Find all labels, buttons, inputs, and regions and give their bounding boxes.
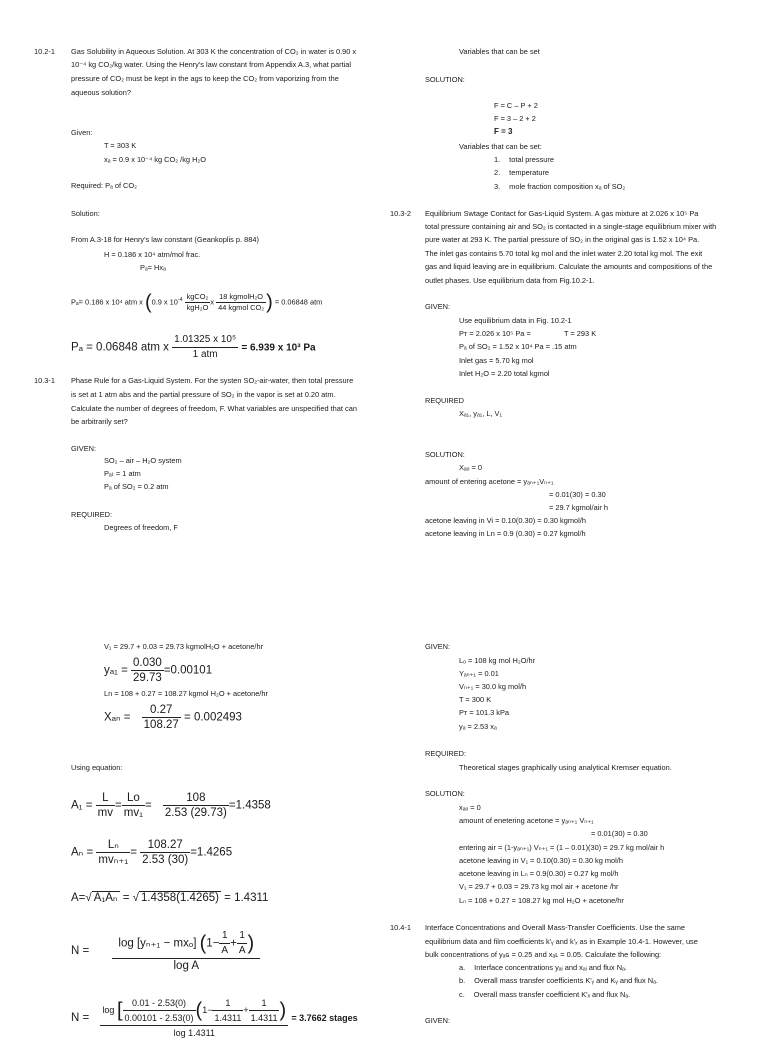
problem-statement-line: pressure of CO₂ must be kept in the ags to keep the CO₂ from vaporizing from the xyxy=(71,74,339,83)
equation-lhs: Xₐₙ = xyxy=(104,711,131,724)
problem-number: 10.3-1 xyxy=(34,376,55,385)
fraction-denominator: kgH₂O xyxy=(186,303,209,312)
equation-lhs: Pₐ = 0.06848 atm x xyxy=(71,341,169,354)
equation-lhs: A₁ = xyxy=(71,799,93,812)
ya1-equation xyxy=(104,656,212,685)
list-item xyxy=(494,168,549,178)
fraction-numerator: 0.01 - 2.53(0) xyxy=(123,996,196,1011)
problem-statement-line: outlet phases. Use equilibrium data from Fig.10.2-1. xyxy=(425,276,595,285)
list-number: 2. xyxy=(494,168,501,177)
problem-statement-line: The inlet gas contains 5.70 total kg mol and the inlet water 2.20 total kg mol. The exit xyxy=(425,249,703,258)
problem-statement-line: bulk concentrations of yₐɢ = 0.25 and xₐʟ = 0.05. Calculate the following: xyxy=(425,950,662,959)
given-heading: Given: xyxy=(71,128,93,137)
solution-line: xₐₒ = 0 xyxy=(459,803,481,812)
phase-rule-result: F = 3 xyxy=(494,127,513,136)
paren-close: ) xyxy=(247,932,255,955)
problem-number: 10.2-1 xyxy=(34,47,55,56)
solution-line: acetone leaving in V₁ = 0.10(0.30) = 0.30 kg mol/h xyxy=(459,856,623,865)
problem-statement-line: total pressure containing air and SO₂ is contacted in a single-stage equilibrium mixer with xyxy=(425,222,717,231)
required-item: Theoretical stages graphically using analytical Kremser equation. xyxy=(459,763,672,772)
phase-rule-equation: F = 3 – 2 + 2 xyxy=(494,114,536,123)
equation-result: = 0.002493 xyxy=(184,711,242,724)
paren-open: ( xyxy=(144,291,152,314)
solution-line: = 29.7 kgmol/air h xyxy=(549,503,608,512)
problem-statement-line: gas and liquid leaving are in equilibrium. Calculate the amounts and compositions of the xyxy=(425,262,713,271)
xan-equation xyxy=(104,703,242,732)
solution-heading: SOLUTION: xyxy=(425,450,465,459)
bracket-open: [ xyxy=(116,999,123,1022)
pressure-conversion-equation xyxy=(71,333,316,362)
required-heading: REQUIRED: xyxy=(71,510,113,519)
list-item xyxy=(459,963,627,973)
given-item: Lₒ = 108 kg mol H₂O/hr xyxy=(459,656,536,665)
problem-statement-line: 10⁻⁴ kg CO₂/kg water. Using the Henry's law constant from Appendix A.3, what partial xyxy=(71,60,352,69)
list-letter: c. xyxy=(459,990,465,999)
problem-number: 10.4-1 xyxy=(390,923,411,932)
solution-line: amount of enetering acetone = yₐₙ₊₁ Vₙ₊₁ xyxy=(459,816,594,825)
henry-constant: H = 0.186 x 10⁴ atm/mol frac. xyxy=(104,250,201,259)
fraction-denominator: log 1.4311 xyxy=(173,1028,215,1038)
list-text: Interface concentrations yₐᵢ and xₐᵢ and flux Nₐ. xyxy=(474,963,627,972)
fraction xyxy=(100,996,288,1040)
fraction-numerator: 1 xyxy=(237,929,248,944)
solution-line: Lₙ = 108 + 0.27 = 108.27 kg mol H₂O + acetone/hr xyxy=(459,896,624,905)
fraction xyxy=(140,838,190,867)
solution-line: entering air = (1-yₐₙ₊₁) Vₙ₊₁ = (1 – 0.01)(30) = 29.7 kg mol/air h xyxy=(459,843,665,852)
fraction-numerator: 1 xyxy=(249,996,280,1011)
problem-statement-line: pure water at 293 K. The partial pressure of SO₂ in the original gas is 1.52 x 10⁴ Pa. xyxy=(425,235,700,244)
fraction-numerator: Lₙ xyxy=(96,838,130,853)
fraction-numerator: 1 xyxy=(212,996,243,1011)
equation-result: = 3.7662 stages xyxy=(291,1013,358,1024)
fraction-denominator: mv₁ xyxy=(123,807,143,819)
equation-lhs: A= xyxy=(71,892,86,904)
fraction xyxy=(185,292,211,313)
problem-statement-line: equilibrium data and film coefficients k'ᵧ and k'ₓ as in Example 10.4-1. However, use xyxy=(425,937,698,946)
fraction xyxy=(96,791,115,820)
equals-sign: = xyxy=(122,892,130,904)
paren-open: ( xyxy=(199,932,207,955)
equation-result: = 0.06848 atm xyxy=(274,297,323,307)
given-item: Pₐₜ = 1 atm xyxy=(104,469,141,478)
solution-heading: SOLUTION: xyxy=(425,75,465,84)
list-item xyxy=(494,155,554,165)
given-heading: GIVEN: xyxy=(425,642,451,651)
given-item: Inlet gas = 5.70 kg mol xyxy=(459,356,534,365)
fraction xyxy=(122,791,145,820)
equation-result: =1.4265 xyxy=(190,846,233,859)
equation-lhs: Aₙ = xyxy=(71,846,94,859)
fraction xyxy=(123,996,196,1025)
fraction-numerator: log [yₙ₊₁ − mxₒ] (1− $\frac{1}{A}$ + $\frac{1}{A}$ ) xyxy=(112,929,260,959)
problem-statement-line: be arbitrarily set? xyxy=(71,417,128,426)
fraction-denominator: 1 atm xyxy=(192,349,218,360)
sqrt-icon: √ xyxy=(132,892,139,904)
kremser-equation xyxy=(71,929,260,973)
fraction xyxy=(219,929,230,958)
fraction xyxy=(163,791,229,820)
list-item xyxy=(459,990,630,1000)
fraction-numerator: 0.27 xyxy=(142,703,181,718)
list-number: 3. xyxy=(494,182,501,191)
problem-statement-line: Equilibrium Swtage Contact for Gas-Liquid System. A gas mixture at 2.026 x 10⁵ Pa xyxy=(425,209,699,218)
fraction-numerator: 108.27 xyxy=(140,838,190,853)
required-item: Degrees of freedom, F xyxy=(104,523,178,532)
ln-equation: Ln = 108 + 0.27 = 108.27 kgmol H₂O + acetone/hr xyxy=(104,689,268,698)
solution-heading: Solution: xyxy=(71,209,100,218)
list-text: Overall mass transfer coefficient K'ₓ and flux Nₐ. xyxy=(473,990,631,999)
solution-line: acetone leaving in Lₙ = 0.9(0.30) = 0.27 kg mol/h xyxy=(459,869,619,878)
solution-line: acetone leaving in Ln = 0.9 (0.30) = 0.27 kgmol/h xyxy=(425,529,586,538)
fraction xyxy=(142,703,181,732)
list-letter: a. xyxy=(459,963,466,972)
given-item: T = 293 K xyxy=(564,329,597,338)
fraction-denominator: A xyxy=(221,945,229,956)
solution-line: acetone leaving in Vi = 0.10(0.30) = 0.30 kgmol/h xyxy=(425,516,586,525)
phase-rule-equation: F = C – P + 2 xyxy=(494,101,538,110)
fraction-numerator: 0.030 xyxy=(133,657,162,669)
fraction-numerator: 18 kgmolH₂O xyxy=(216,292,266,303)
a1-equation: A₁ = $\frac{L}{mv}$ = $\frac{Lo}{\text{mv₁}}$ = $\frac{108}{2.53 (29.73)}$ =1.4358 xyxy=(71,792,271,819)
fraction-denominator: 44 kgmol CO₂ xyxy=(218,303,265,312)
given-item: Pᴛ = 101.3 kPa xyxy=(459,708,510,717)
solution-line: = 0.01(30) = 0.30 xyxy=(591,829,648,838)
equation-lhs: yₐ₁ = xyxy=(104,664,128,677)
fraction xyxy=(131,656,164,685)
list-letter: b. xyxy=(459,976,466,985)
fraction-denominator: 1.4311 xyxy=(250,1013,278,1023)
numerator-log-term: log [yₙ₊₁ − mxₒ] xyxy=(118,937,197,950)
given-item: T = 303 K xyxy=(104,141,137,150)
problem-statement-line: Phase Rule for a Gas-Liquid System. For the systen SO₂-air-water, then total pressure xyxy=(71,376,354,385)
given-item: Pᴛ = 2.026 x 10⁵ Pa = xyxy=(459,329,531,338)
list-text: temperature xyxy=(509,168,550,177)
list-number: 1. xyxy=(494,155,501,164)
solution-heading: SOLUTION: xyxy=(425,789,465,798)
list-item xyxy=(459,976,658,986)
problem-statement-line: aqueous solution? xyxy=(71,88,131,97)
fraction-denominator: mv xyxy=(97,807,114,819)
reference-line: From A.3-18 for Henry's law constant (Geankoplis p. 884) xyxy=(71,235,259,244)
solution-line: V₁ = 29.7 + 0.03 = 29.73 kg mol air + acetone /hr xyxy=(459,882,619,891)
fraction-numerator: L xyxy=(96,791,115,806)
given-item: Inlet H₂O = 2.20 total kgmol xyxy=(459,369,550,378)
variables-subheading: Variables that can be set: xyxy=(459,142,542,151)
problem-number: 10.3-2 xyxy=(390,209,411,218)
given-item: Yₐₙ₊₁ = 0.01 xyxy=(459,669,499,678)
solution-line: = 0.01(30) = 0.30 xyxy=(549,490,606,499)
v1-equation: V₁ = 29.7 + 0.03 = 29.73 kgmolH₂O + acetone/hr xyxy=(104,642,264,651)
given-item: Use equilibrium data in Fig. 10.2-1 xyxy=(459,316,572,325)
required-line: Required: Pₐ of CO₂ xyxy=(71,181,138,190)
given-item: Pₐ of SO₂ = 1.52 x 10⁴ Pa = .15 atm xyxy=(459,342,577,351)
given-heading: GIVEN: xyxy=(71,444,97,453)
fraction-denominator: 108.27 xyxy=(143,719,179,731)
sqrt-argument: 1.4358(1.4265) xyxy=(140,892,219,904)
fraction-numerator: 1 xyxy=(219,929,230,944)
variables-heading: Variables that can be set xyxy=(459,47,540,56)
required-heading: REQUIRED: xyxy=(425,749,467,758)
fraction-numerator: 1.01325 x 10⁵ xyxy=(172,333,238,348)
fraction xyxy=(172,333,238,362)
given-item: T = 300 K xyxy=(459,695,492,704)
fraction-numerator: Lo xyxy=(122,791,145,806)
henry-law-equation: Pₐ= Hxₐ xyxy=(140,263,166,272)
problem-statement-line: is set at 1 atm abs and the partial pressure of SO₂ in the vapor is set at 0.20 atm. xyxy=(71,390,336,399)
given-item: SO₂ – air – H₂O system xyxy=(104,456,182,465)
given-item: xₐ = 0.9 x 10⁻⁴ kg CO₂ /kg H₂O xyxy=(104,155,207,164)
fraction xyxy=(237,929,248,958)
given-item: Vₙ₊₁ = 30.0 kg mol/h xyxy=(459,682,527,691)
fraction-denominator: 1.4311 xyxy=(214,1013,242,1023)
given-heading: GIVEN: xyxy=(425,1016,451,1025)
given-item: Pₐ of SO₂ = 0.2 atm xyxy=(104,482,169,491)
fraction-denominator: mvₙ₊₁ xyxy=(98,854,129,866)
fraction xyxy=(216,292,266,313)
using-equation-label: Using equation: xyxy=(71,763,123,772)
equation-lhs: Pₐ= 0.186 x 10⁴ atm x xyxy=(71,297,143,307)
equation-result: = 6.939 x 10³ Pa xyxy=(241,342,316,354)
fraction xyxy=(212,996,243,1025)
problem-statement-line: Gas Solubility in Aqueous Solution. At 303 K the concentration of CO₂ in water is 0.90 x xyxy=(71,47,357,56)
list-text: mole fraction composition xₐ of SO₂ xyxy=(509,182,626,191)
fraction-numerator: 108 xyxy=(163,791,229,806)
equation-result: =1.4358 xyxy=(228,799,271,812)
kremser-result-equation xyxy=(71,996,358,1040)
sqrt-icon: √ xyxy=(85,892,92,904)
equation-lhs: N = xyxy=(71,945,90,958)
sqrt-argument: A₁Aₙ xyxy=(93,892,118,904)
fraction-denominator: 29.73 xyxy=(133,672,162,684)
fraction xyxy=(96,838,130,867)
solution-line: amount of entering acetone = yₐₙ₊₁Vₙ₊₁ xyxy=(425,477,554,486)
problem-statement-line: Interface Concentrations and Overall Mass-Transfer Coefficients. Use the same xyxy=(425,923,686,932)
fraction-denominator: 0.00101 - 2.53(0) xyxy=(124,1013,194,1023)
given-heading: GIVEN: xyxy=(425,302,451,311)
list-text: Overall mass transfer coefficients K'ᵧ and Kᵧ and flux Nₐ. xyxy=(474,976,658,985)
problem-statement-line: Calculate the number of degrees of freedom, F. What variables are unspecified that can xyxy=(71,404,357,413)
required-heading: REQUIRED xyxy=(425,396,465,405)
fraction-denominator: 2.53 (30) xyxy=(142,854,189,866)
given-item: yₐ = 2.53 xₐ xyxy=(459,722,497,731)
equation-result: = 1.4311 xyxy=(224,892,269,904)
fraction-numerator: log [ $\frac{0.01 - 2.53(0)}{0.00101 - 2.53(0)}$ (1− $\frac{1}{1.4311}$ + $\frac{1}{1.4311}$ ) xyxy=(100,996,288,1026)
paren-close: ) xyxy=(266,291,273,314)
required-item: Xₐ₁, yₐ₁, L, V₁ xyxy=(459,409,502,418)
fraction xyxy=(112,929,260,973)
list-item xyxy=(494,182,625,192)
a-equation xyxy=(71,891,268,905)
fraction-denominator: 2.53 (29.73) xyxy=(164,807,227,819)
paren-open: ( xyxy=(195,999,203,1022)
equation-result: =0.00101 xyxy=(163,664,213,677)
solution-line: Xₐₒ = 0 xyxy=(459,463,483,472)
fraction xyxy=(249,996,280,1025)
fraction-denominator: A xyxy=(238,945,246,956)
pressure-equation: Pₐ= 0.186 x 10⁴ atm x (0.9 x $10^{-4}$ $\frac{\text{kgCO₂}}{\text{kgH₂O}}$ x $\frac{\text{18 kgmolH₂O}}{\text{44 kgmol CO₂}}$ ) = 0.06848 atm xyxy=(71,291,323,314)
list-text: total pressure xyxy=(509,155,554,164)
equation-lhs: N = xyxy=(71,1012,90,1025)
an-equation: Aₙ = $\frac{\text{Lₙ}}{\text{mvₙ₊₁}}$ = $\frac{108.27}{2.53 (30)}$ =1.4265 xyxy=(71,839,233,866)
fraction-denominator: log A xyxy=(173,960,200,972)
fraction-numerator: kgCO₂ xyxy=(186,292,209,301)
paren-close: ) xyxy=(279,999,287,1022)
